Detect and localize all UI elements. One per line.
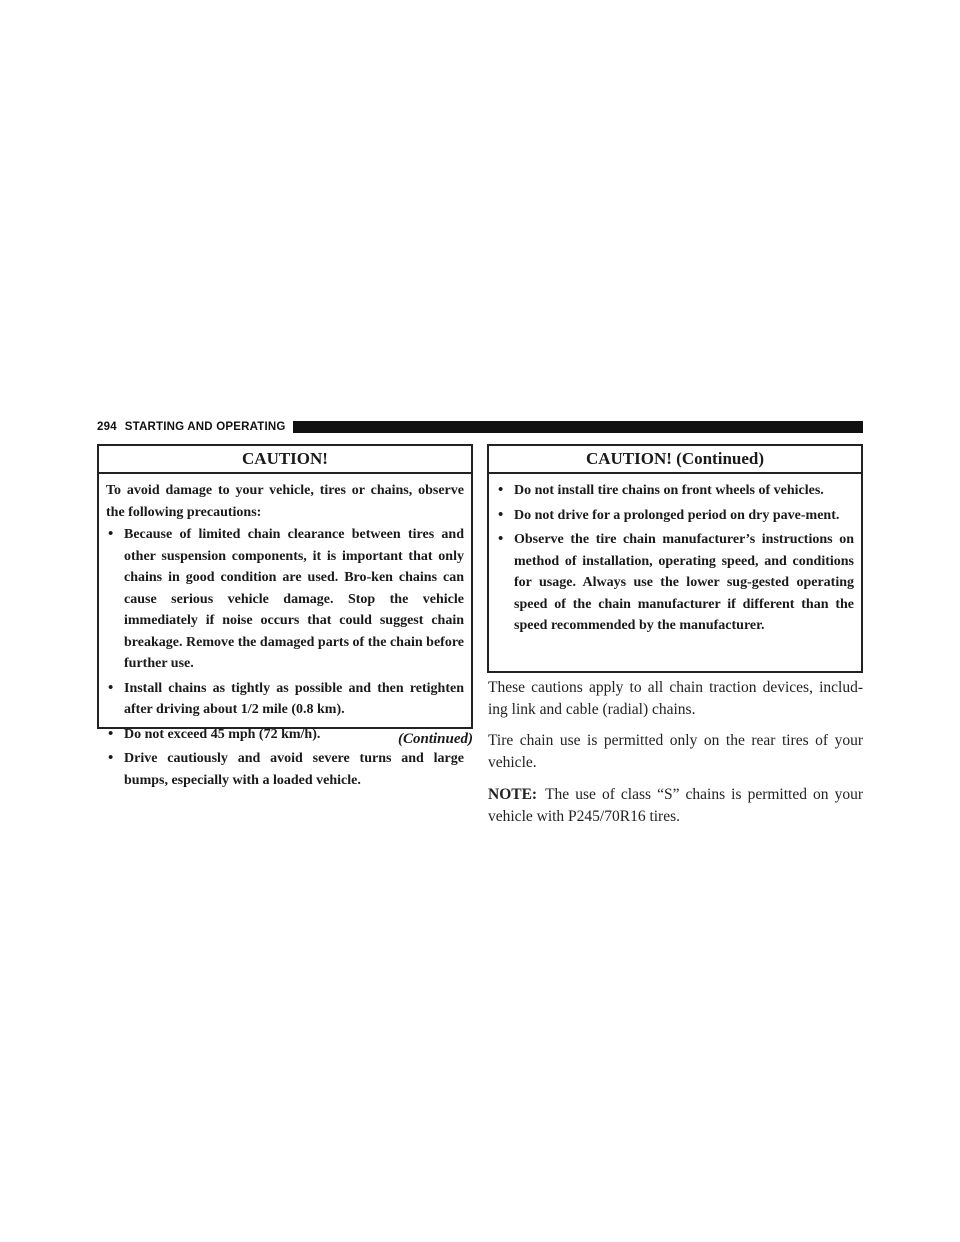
caution-list-continued xyxy=(496,480,854,637)
caution-box-right xyxy=(487,444,863,673)
caution-title: CAUTION! xyxy=(99,446,471,474)
caution-body-continued xyxy=(489,474,861,637)
caution-title-continued: CAUTION! (Continued) xyxy=(489,446,861,474)
caution-item: • Because of limited chain clearance between tires and other suspension components, it is important that only chains in good condition are used. Bro-ken chains can cause serious vehicle damage. Stop the vehicle immediately if noise occurs that could suggest chain breakage. Remove the damaged parts of the chain before further use. xyxy=(106,524,464,675)
caution-item: • Do not install tire chains on front wheels of vehicles. xyxy=(496,480,854,502)
caution-item: • Install chains as tightly as possible and then retighten after driving about 1/2 mile (0.8 km). xyxy=(106,678,464,721)
caution-item: • Do not drive for a prolonged period on dry pave-ment. xyxy=(496,505,854,527)
caution-item: • Drive cautiously and avoid severe turns and large bumps, especially with a loaded vehicle. xyxy=(106,748,464,791)
caution-list xyxy=(106,524,464,791)
caution-item: • Observe the tire chain manufacturer’s instructions on method of installation, operating speed, and conditions for usage. Always use the lower sug-gested operating speed of the chain manufacturer if different than the speed recommended by the manufacturer. xyxy=(496,529,854,637)
continued-label: (Continued) xyxy=(397,731,473,747)
note-label: NOTE: xyxy=(488,786,538,803)
page-header xyxy=(97,419,863,435)
note-text: The use of class “S” chains is permitted on your vehicle with P245/70R16 tires. xyxy=(488,786,863,825)
note-paragraph xyxy=(488,784,863,828)
page-number: 294 xyxy=(97,421,117,433)
caution-intro: To avoid damage to your vehicle, tires or chains, observe the following precautions: xyxy=(106,483,464,520)
caution-item: • Do not exceed 45 mph (72 km/h). xyxy=(106,724,464,746)
header-rule xyxy=(293,421,863,433)
body-paragraph: Tire chain use is permitted only on the rear tires of your vehicle. xyxy=(488,732,863,771)
body-paragraph: These cautions apply to all chain traction devices, includ-ing link and cable (radial) chains. xyxy=(488,679,863,718)
section-title: STARTING AND OPERATING xyxy=(124,421,286,433)
